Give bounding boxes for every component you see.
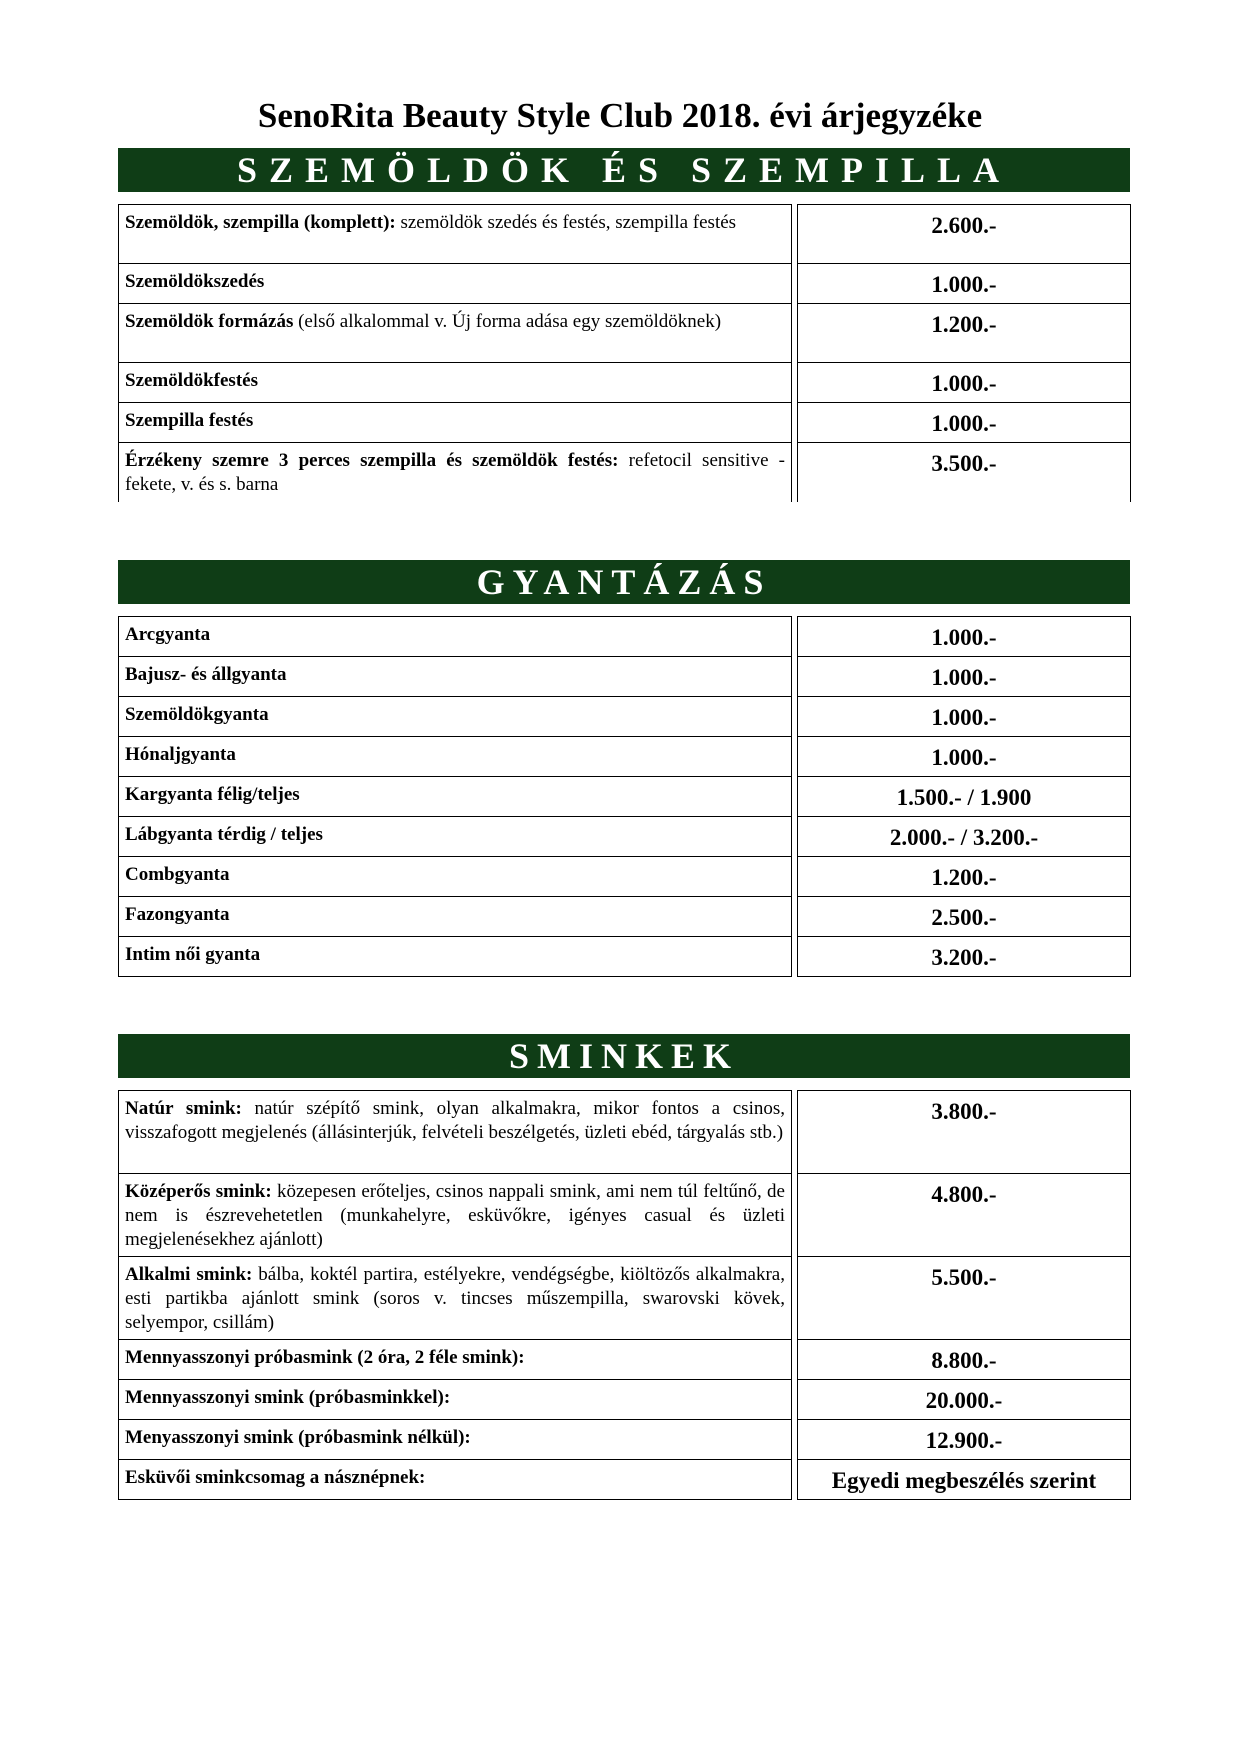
service-price: 1.200.- [798, 304, 1131, 363]
service-detail: közepesen erőteljes, csinos nappali smink, ami nem túl feltűnő, de nem is észrevehetetlen (munkahelyre, esküvőkre, igényes casual és üzleti megjelenésekhez ajánlott) [125, 1181, 785, 1250]
service-price: 3.800.- [798, 1091, 1131, 1174]
service-price: 1.000.- [798, 403, 1131, 443]
table-row [119, 403, 1131, 443]
section-heading-waxing: GYANTÁZÁS [118, 560, 1130, 604]
table-row [119, 1460, 1131, 1500]
service-label: Szemöldökgyanta [125, 704, 269, 725]
table-row [119, 1174, 1131, 1257]
price-table-eyebrows [118, 204, 1131, 502]
service-price: 12.900.- [798, 1420, 1131, 1460]
price-table-waxing [118, 616, 1131, 977]
service-price: 5.500.- [798, 1257, 1131, 1340]
table-row [119, 697, 1131, 737]
service-price: 1.500.- / 1.900 [798, 777, 1131, 817]
service-price: 1.000.- [798, 697, 1131, 737]
service-label: Intim női gyanta [125, 944, 261, 965]
table-row [119, 443, 1131, 502]
table-row [119, 304, 1131, 363]
table-row [119, 617, 1131, 657]
table-row [119, 1091, 1131, 1174]
service-label: Középerős smink: [125, 1181, 272, 1202]
service-label: Fazongyanta [125, 904, 230, 925]
service-label: Szempilla festés [125, 410, 254, 431]
service-label: Szemöldökfestés [125, 370, 258, 391]
service-label: Mennyasszonyi próbasmink (2 óra, 2 féle smink): [125, 1347, 525, 1368]
service-label: Szemöldök formázás [125, 311, 294, 332]
service-price: 1.000.- [798, 264, 1131, 304]
table-row [119, 264, 1131, 304]
service-price: 1.000.- [798, 363, 1131, 403]
table-row [119, 205, 1131, 264]
service-label: Bajusz- és állgyanta [125, 664, 287, 685]
service-label: Mennyasszonyi smink (próbasminkkel): [125, 1387, 451, 1408]
service-detail: refetocil sensitive - fekete, v. és s. barna [125, 450, 786, 495]
table-row [119, 1380, 1131, 1420]
service-label: Szemöldökszedés [125, 271, 265, 292]
service-price: 20.000.- [798, 1380, 1131, 1420]
section-heading-eyebrows: SZEMÖLDÖK ÉS SZEMPILLA [118, 148, 1130, 192]
service-price: 2.500.- [798, 897, 1131, 937]
service-label: Natúr smink: [125, 1098, 242, 1119]
service-price: Egyedi megbeszélés szerint [798, 1460, 1131, 1500]
service-label: Alkalmi smink: [125, 1264, 253, 1285]
service-price: 1.000.- [798, 657, 1131, 697]
table-row [119, 657, 1131, 697]
service-price: 2.600.- [798, 205, 1131, 264]
service-label: Érzékeny szemre 3 perces szempilla és szemöldök festés: [125, 450, 619, 471]
service-price: 4.800.- [798, 1174, 1131, 1257]
service-label: Lábgyanta térdig / teljes [125, 824, 323, 845]
table-row [119, 857, 1131, 897]
service-label: Esküvői sminkcsomag a násznépnek: [125, 1467, 426, 1488]
service-detail: bálba, koktél partira, estélyekre, vendégségbe, kiöltözős alkalmakra, esti partikba ajánlott smink (soros v. tincses műszempilla, swarovski kövek, selyempor, csillám) [125, 1264, 785, 1333]
table-row [119, 363, 1131, 403]
table-row [119, 897, 1131, 937]
service-price: 2.000.- / 3.200.- [798, 817, 1131, 857]
table-row [119, 817, 1131, 857]
section-heading-makeup: SMINKEK [118, 1034, 1130, 1078]
service-price: 1.000.- [798, 617, 1131, 657]
service-price: 3.500.- [798, 443, 1131, 502]
service-label: Menyasszonyi smink (próbasmink nélkül): [125, 1427, 471, 1448]
service-price: 1.000.- [798, 737, 1131, 777]
service-label: Hónaljgyanta [125, 744, 236, 765]
table-row [119, 1340, 1131, 1380]
service-label: Kargyanta félig/teljes [125, 784, 300, 805]
service-label: Szemöldök, szempilla (komplett): [125, 212, 396, 233]
page-title: SenoRita Beauty Style Club 2018. évi árjegyzéke [257, 96, 983, 135]
service-label: Arcgyanta [125, 624, 211, 645]
service-detail: (első alkalommal v. Új forma adása egy szemöldöknek) [293, 311, 722, 332]
service-price: 8.800.- [798, 1340, 1131, 1380]
table-row [119, 1420, 1131, 1460]
service-detail: natúr szépítő smink, olyan alkalmakra, mikor fontos a csinos, visszafogott megjelenés (állásinterjúk, felvételi beszélgetés, üzleti ebéd, tárgyalás stb.) [125, 1098, 786, 1143]
table-row [119, 1257, 1131, 1340]
table-row [119, 777, 1131, 817]
table-row [119, 737, 1131, 777]
price-table-makeup [118, 1090, 1131, 1500]
service-price: 3.200.- [798, 937, 1131, 977]
service-price: 1.200.- [798, 857, 1131, 897]
service-label: Combgyanta [125, 864, 230, 885]
table-row [119, 937, 1131, 977]
service-detail: szemöldök szedés és festés, szempilla festés [395, 212, 737, 233]
